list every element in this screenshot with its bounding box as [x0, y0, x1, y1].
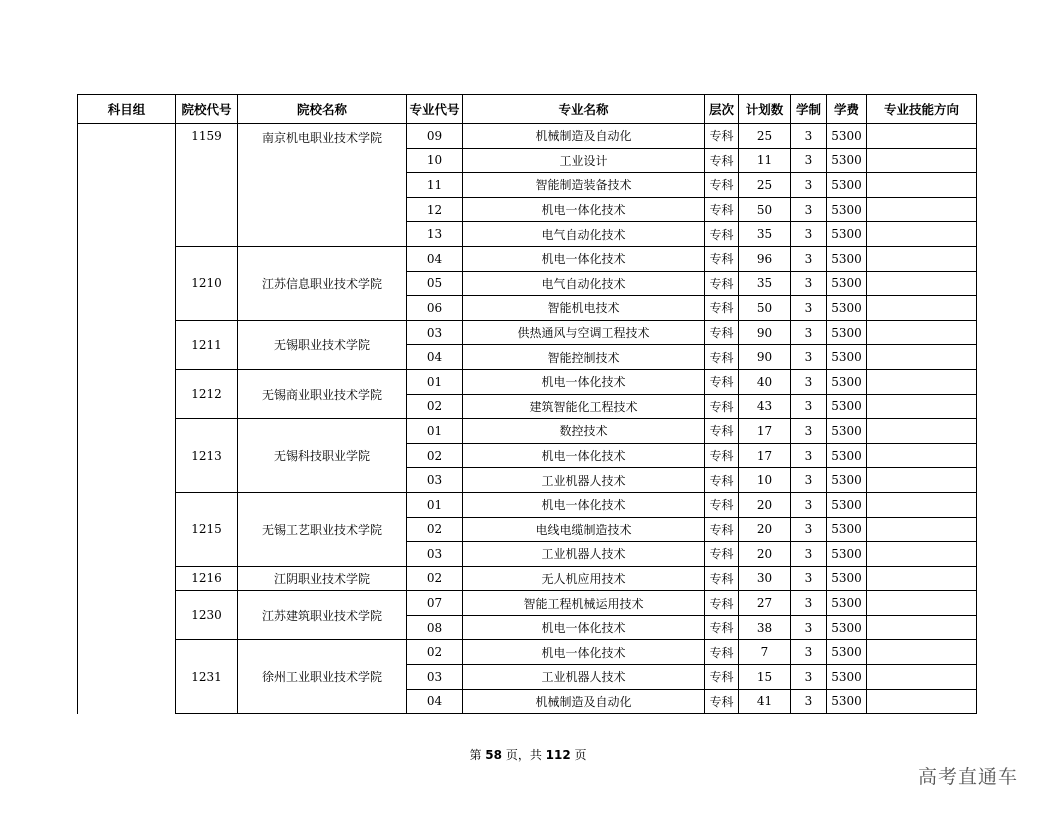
- major-name-cell: 机电一体化技术: [463, 492, 705, 517]
- major-code-cell: 01: [407, 369, 463, 394]
- duration-cell: 3: [791, 665, 827, 690]
- major-code-cell: 01: [407, 419, 463, 444]
- tuition-cell: 5300: [827, 517, 867, 542]
- header-major-name: 专业名称: [463, 95, 705, 124]
- table-row: [78, 591, 977, 616]
- table-row: [78, 246, 977, 271]
- major-name-cell: 机电一体化技术: [463, 615, 705, 640]
- duration-cell: 3: [791, 689, 827, 714]
- duration-cell: 3: [791, 468, 827, 493]
- major-name-cell: 智能制造装备技术: [463, 173, 705, 198]
- duration-cell: 3: [791, 148, 827, 173]
- skill-direction-cell: [867, 468, 977, 493]
- page-footer: [0, 746, 1056, 763]
- tuition-cell: 5300: [827, 492, 867, 517]
- duration-cell: 3: [791, 566, 827, 591]
- school-code-cell: 1216: [176, 566, 238, 591]
- level-cell: 专科: [705, 665, 739, 690]
- footer-middle: 页，共: [502, 748, 546, 762]
- plan-count-cell: 50: [739, 197, 791, 222]
- plan-count-cell: 40: [739, 369, 791, 394]
- tuition-cell: 5300: [827, 246, 867, 271]
- skill-direction-cell: [867, 591, 977, 616]
- skill-direction-cell: [867, 689, 977, 714]
- duration-cell: 3: [791, 591, 827, 616]
- level-cell: 专科: [705, 320, 739, 345]
- tuition-cell: 5300: [827, 124, 867, 149]
- duration-cell: 3: [791, 271, 827, 296]
- major-code-cell: 05: [407, 271, 463, 296]
- skill-direction-cell: [867, 517, 977, 542]
- skill-direction-cell: [867, 197, 977, 222]
- school-name-cell: 南京机电职业技术学院: [238, 124, 407, 247]
- plan-count-cell: 30: [739, 566, 791, 591]
- enrollment-plan-table: [77, 94, 977, 714]
- major-code-cell: 03: [407, 542, 463, 567]
- watermark-text: 高考直通车: [918, 766, 1019, 788]
- plan-count-cell: 20: [739, 517, 791, 542]
- header-major-code: 专业代号: [407, 95, 463, 124]
- tuition-cell: 5300: [827, 345, 867, 370]
- major-name-cell: 数控技术: [463, 419, 705, 444]
- tuition-cell: 5300: [827, 271, 867, 296]
- skill-direction-cell: [867, 640, 977, 665]
- tuition-cell: 5300: [827, 542, 867, 567]
- school-name-cell: 无锡商业职业技术学院: [238, 369, 407, 418]
- level-cell: 专科: [705, 271, 739, 296]
- header-plan-count: 计划数: [739, 95, 791, 124]
- subject-group-cell: [78, 124, 176, 714]
- tuition-cell: 5300: [827, 640, 867, 665]
- level-cell: 专科: [705, 124, 739, 149]
- header-duration: 学制: [791, 95, 827, 124]
- tuition-cell: 5300: [827, 320, 867, 345]
- table-header-row: [78, 95, 977, 124]
- tuition-cell: 5300: [827, 689, 867, 714]
- skill-direction-cell: [867, 296, 977, 321]
- skill-direction-cell: [867, 566, 977, 591]
- plan-count-cell: 17: [739, 443, 791, 468]
- plan-count-cell: 7: [739, 640, 791, 665]
- major-code-cell: 04: [407, 345, 463, 370]
- duration-cell: 3: [791, 615, 827, 640]
- school-name-cell: 江阴职业技术学院: [238, 566, 407, 591]
- tuition-cell: 5300: [827, 468, 867, 493]
- table-row: [78, 640, 977, 665]
- level-cell: 专科: [705, 566, 739, 591]
- duration-cell: 3: [791, 542, 827, 567]
- level-cell: 专科: [705, 394, 739, 419]
- table-row: [78, 566, 977, 591]
- plan-count-cell: 35: [739, 271, 791, 296]
- school-code-cell: 1210: [176, 246, 238, 320]
- major-code-cell: 09: [407, 124, 463, 149]
- duration-cell: 3: [791, 492, 827, 517]
- duration-cell: 3: [791, 419, 827, 444]
- major-name-cell: 机电一体化技术: [463, 369, 705, 394]
- major-name-cell: 机电一体化技术: [463, 246, 705, 271]
- level-cell: 专科: [705, 492, 739, 517]
- major-code-cell: 12: [407, 197, 463, 222]
- school-name-cell: 江苏建筑职业技术学院: [238, 591, 407, 640]
- tuition-cell: 5300: [827, 148, 867, 173]
- level-cell: 专科: [705, 345, 739, 370]
- plan-count-cell: 38: [739, 615, 791, 640]
- plan-count-cell: 20: [739, 542, 791, 567]
- school-name-cell: 无锡工艺职业技术学院: [238, 492, 407, 566]
- skill-direction-cell: [867, 369, 977, 394]
- skill-direction-cell: [867, 148, 977, 173]
- duration-cell: 3: [791, 222, 827, 247]
- skill-direction-cell: [867, 492, 977, 517]
- skill-direction-cell: [867, 542, 977, 567]
- school-code-cell: 1211: [176, 320, 238, 369]
- major-name-cell: 无人机应用技术: [463, 566, 705, 591]
- school-code-cell: 1212: [176, 369, 238, 418]
- level-cell: 专科: [705, 148, 739, 173]
- major-code-cell: 06: [407, 296, 463, 321]
- skill-direction-cell: [867, 419, 977, 444]
- plan-count-cell: 10: [739, 468, 791, 493]
- major-name-cell: 建筑智能化工程技术: [463, 394, 705, 419]
- major-name-cell: 电气自动化技术: [463, 271, 705, 296]
- header-tuition: 学费: [827, 95, 867, 124]
- page-number: 58: [485, 748, 502, 762]
- major-code-cell: 04: [407, 689, 463, 714]
- plan-count-cell: 50: [739, 296, 791, 321]
- table-row: [78, 492, 977, 517]
- school-name-cell: 无锡科技职业学院: [238, 419, 407, 493]
- major-name-cell: 机电一体化技术: [463, 640, 705, 665]
- tuition-cell: 5300: [827, 566, 867, 591]
- plan-count-cell: 90: [739, 345, 791, 370]
- major-code-cell: 08: [407, 615, 463, 640]
- school-code-cell: 1213: [176, 419, 238, 493]
- major-code-cell: 07: [407, 591, 463, 616]
- school-code-cell: 1159: [176, 124, 238, 247]
- tuition-cell: 5300: [827, 419, 867, 444]
- skill-direction-cell: [867, 222, 977, 247]
- plan-count-cell: 35: [739, 222, 791, 247]
- skill-direction-cell: [867, 394, 977, 419]
- footer-prefix: 第: [469, 748, 486, 762]
- duration-cell: 3: [791, 517, 827, 542]
- total-pages: 112: [545, 748, 571, 762]
- table-row: [78, 419, 977, 444]
- tuition-cell: 5300: [827, 197, 867, 222]
- major-name-cell: 机电一体化技术: [463, 443, 705, 468]
- duration-cell: 3: [791, 394, 827, 419]
- tuition-cell: 5300: [827, 369, 867, 394]
- duration-cell: 3: [791, 320, 827, 345]
- duration-cell: 3: [791, 197, 827, 222]
- footer-suffix: 页: [570, 748, 587, 762]
- major-name-cell: 智能控制技术: [463, 345, 705, 370]
- header-school-name: 院校名称: [238, 95, 407, 124]
- major-code-cell: 02: [407, 443, 463, 468]
- level-cell: 专科: [705, 689, 739, 714]
- school-code-cell: 1231: [176, 640, 238, 714]
- table-row: [78, 320, 977, 345]
- major-name-cell: 电气自动化技术: [463, 222, 705, 247]
- level-cell: 专科: [705, 517, 739, 542]
- plan-count-cell: 15: [739, 665, 791, 690]
- major-code-cell: 11: [407, 173, 463, 198]
- skill-direction-cell: [867, 615, 977, 640]
- table-row: [78, 124, 977, 149]
- major-code-cell: 02: [407, 566, 463, 591]
- skill-direction-cell: [867, 173, 977, 198]
- skill-direction-cell: [867, 124, 977, 149]
- level-cell: 专科: [705, 615, 739, 640]
- level-cell: 专科: [705, 246, 739, 271]
- header-school-code: 院校代号: [176, 95, 238, 124]
- header-skill-direction: 专业技能方向: [867, 95, 977, 124]
- duration-cell: 3: [791, 345, 827, 370]
- tuition-cell: 5300: [827, 296, 867, 321]
- skill-direction-cell: [867, 271, 977, 296]
- tuition-cell: 5300: [827, 222, 867, 247]
- school-code-cell: 1215: [176, 492, 238, 566]
- duration-cell: 3: [791, 173, 827, 198]
- duration-cell: 3: [791, 296, 827, 321]
- header-level: 层次: [705, 95, 739, 124]
- plan-count-cell: 25: [739, 173, 791, 198]
- skill-direction-cell: [867, 665, 977, 690]
- level-cell: 专科: [705, 222, 739, 247]
- school-code-cell: 1230: [176, 591, 238, 640]
- major-code-cell: 02: [407, 640, 463, 665]
- school-name-cell: 徐州工业职业技术学院: [238, 640, 407, 714]
- major-name-cell: 工业机器人技术: [463, 665, 705, 690]
- table-body: [78, 124, 977, 714]
- level-cell: 专科: [705, 197, 739, 222]
- plan-count-cell: 17: [739, 419, 791, 444]
- level-cell: 专科: [705, 443, 739, 468]
- plan-count-cell: 27: [739, 591, 791, 616]
- tuition-cell: 5300: [827, 443, 867, 468]
- school-name-cell: 无锡职业技术学院: [238, 320, 407, 369]
- level-cell: 专科: [705, 640, 739, 665]
- plan-count-cell: 90: [739, 320, 791, 345]
- major-code-cell: 02: [407, 517, 463, 542]
- plan-count-cell: 25: [739, 124, 791, 149]
- major-name-cell: 工业设计: [463, 148, 705, 173]
- major-name-cell: 供热通风与空调工程技术: [463, 320, 705, 345]
- duration-cell: 3: [791, 369, 827, 394]
- duration-cell: 3: [791, 124, 827, 149]
- major-name-cell: 智能工程机械运用技术: [463, 591, 705, 616]
- major-name-cell: 电线电缆制造技术: [463, 517, 705, 542]
- plan-count-cell: 96: [739, 246, 791, 271]
- level-cell: 专科: [705, 173, 739, 198]
- major-code-cell: 02: [407, 394, 463, 419]
- tuition-cell: 5300: [827, 665, 867, 690]
- tuition-cell: 5300: [827, 615, 867, 640]
- level-cell: 专科: [705, 542, 739, 567]
- major-code-cell: 13: [407, 222, 463, 247]
- major-name-cell: 机械制造及自动化: [463, 124, 705, 149]
- tuition-cell: 5300: [827, 394, 867, 419]
- plan-count-cell: 11: [739, 148, 791, 173]
- skill-direction-cell: [867, 246, 977, 271]
- tuition-cell: 5300: [827, 591, 867, 616]
- tuition-cell: 5300: [827, 173, 867, 198]
- header-subject-group: 科目组: [78, 95, 176, 124]
- major-name-cell: 智能机电技术: [463, 296, 705, 321]
- major-code-cell: 01: [407, 492, 463, 517]
- level-cell: 专科: [705, 296, 739, 321]
- major-name-cell: 工业机器人技术: [463, 542, 705, 567]
- level-cell: 专科: [705, 468, 739, 493]
- duration-cell: 3: [791, 246, 827, 271]
- major-name-cell: 工业机器人技术: [463, 468, 705, 493]
- major-code-cell: 10: [407, 148, 463, 173]
- plan-count-cell: 20: [739, 492, 791, 517]
- skill-direction-cell: [867, 443, 977, 468]
- level-cell: 专科: [705, 369, 739, 394]
- duration-cell: 3: [791, 640, 827, 665]
- major-code-cell: 03: [407, 468, 463, 493]
- major-name-cell: 机电一体化技术: [463, 197, 705, 222]
- major-name-cell: 机械制造及自动化: [463, 689, 705, 714]
- major-code-cell: 04: [407, 246, 463, 271]
- major-code-cell: 03: [407, 665, 463, 690]
- skill-direction-cell: [867, 345, 977, 370]
- table-row: [78, 369, 977, 394]
- level-cell: 专科: [705, 419, 739, 444]
- skill-direction-cell: [867, 320, 977, 345]
- plan-count-cell: 41: [739, 689, 791, 714]
- school-name-cell: 江苏信息职业技术学院: [238, 246, 407, 320]
- major-code-cell: 03: [407, 320, 463, 345]
- plan-count-cell: 43: [739, 394, 791, 419]
- level-cell: 专科: [705, 591, 739, 616]
- duration-cell: 3: [791, 443, 827, 468]
